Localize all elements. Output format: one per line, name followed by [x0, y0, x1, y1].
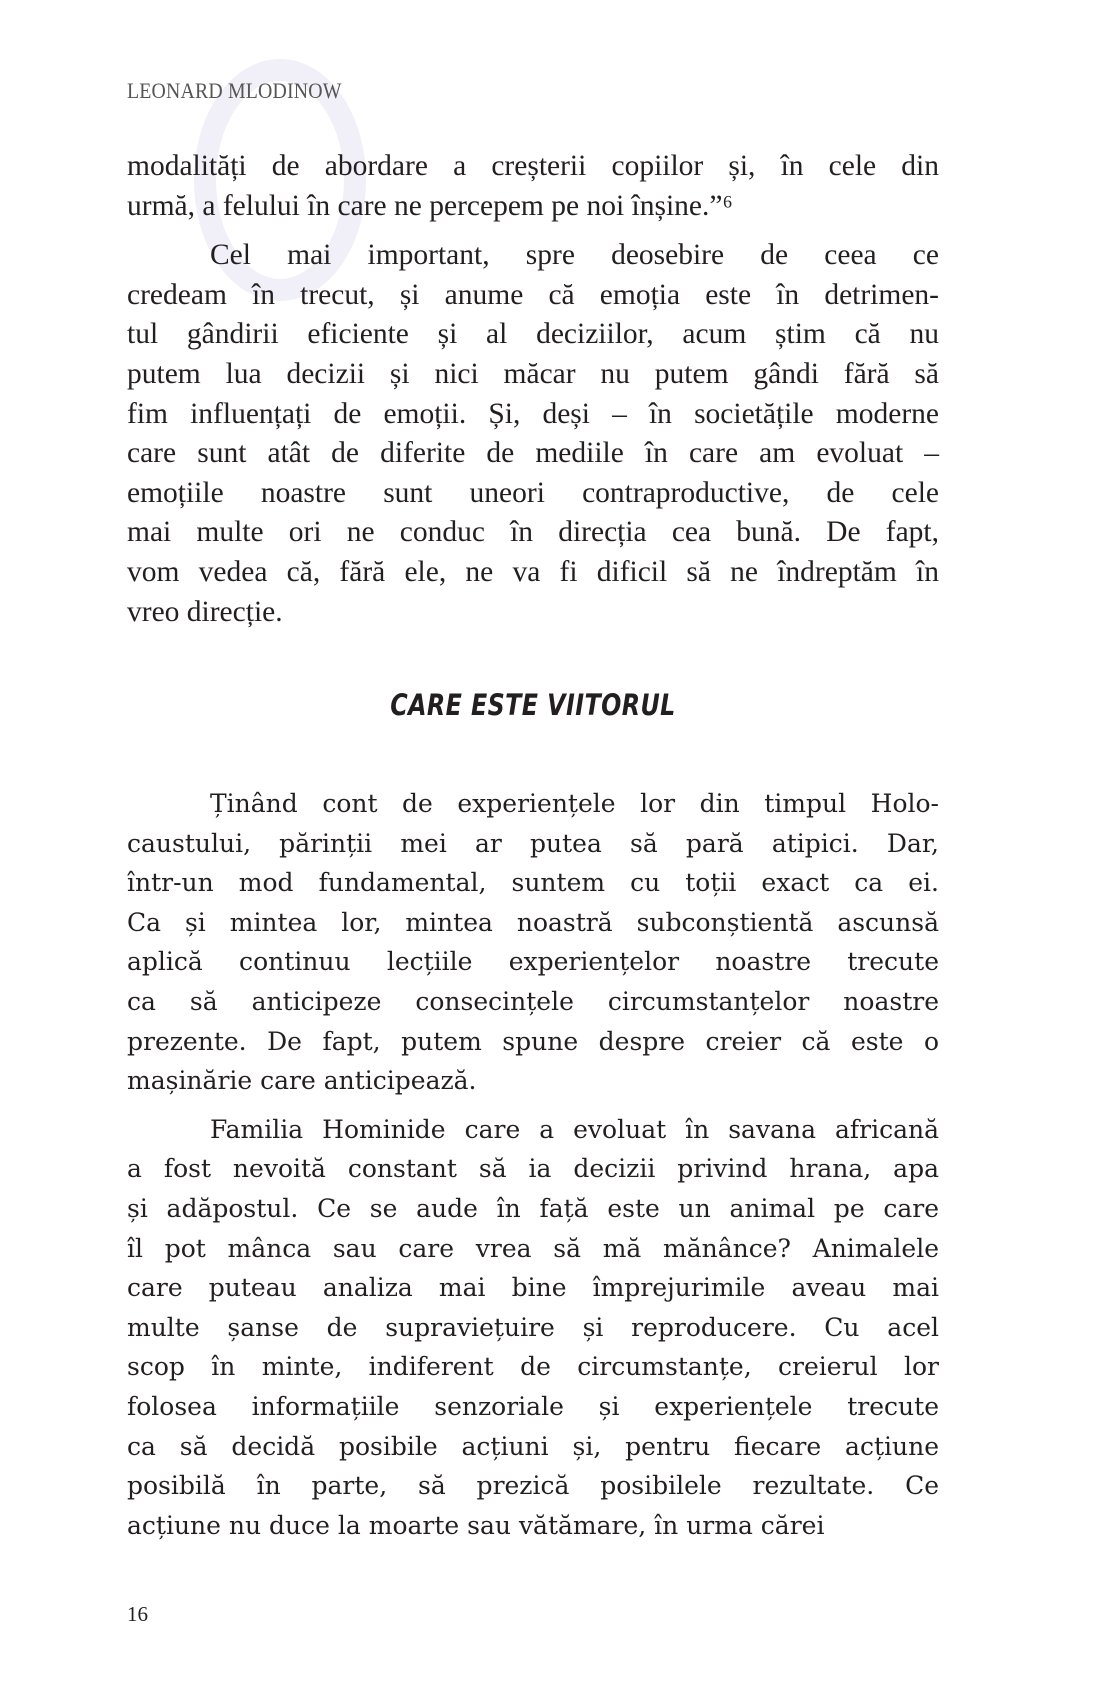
text-line: tul gândirii eficiente și al deciziilor, acum știm că nu	[127, 318, 939, 351]
text-line: mașinărie care anticipează.	[127, 1066, 477, 1096]
text-line: urmă, a felului în care ne percepem pe noi înșine.”⁶	[127, 189, 733, 222]
text-line: modalități de abordare a creșterii copiilor și, în cele din	[127, 150, 939, 182]
text-line: emoțiile noastre sunt uneori contraproductive, de cele	[127, 476, 939, 509]
text-line: folosea informațiile senzoriale și experiențele trecute	[127, 1391, 939, 1421]
text-line: multe șanse de supraviețuire și reproducere. Cu acel	[127, 1312, 939, 1342]
text-line: care sunt atât de diferite de mediile în care am evoluat –	[127, 437, 939, 470]
text-line: îl pot mânca sau care vrea să mă mănânce? Animalele	[127, 1233, 939, 1263]
text-line: aplică continuu lecțiile experiențelor noastre trecute	[127, 947, 939, 977]
text-line: caustului, părinții mei ar putea să pară atipici. Dar,	[127, 828, 939, 858]
body-text-lower	[127, 784, 939, 1545]
text-line: posibilă în parte, să prezică posibilele rezultate. Ce	[127, 1471, 939, 1501]
text-line: vom vedea că, fără ele, ne va fi dificil să ne îndreptăm în	[127, 555, 939, 588]
text-line: Cel mai important, spre deosebire de ceea ce	[210, 239, 939, 272]
text-line: într-un mod fundamental, suntem cu toții exact ca ei.	[127, 868, 939, 898]
body-text-upper	[127, 147, 939, 632]
text-line: mai multe ori ne conduc în direcția cea bună. De fapt,	[127, 516, 939, 549]
text-line: scop în minte, indiferent de circumstanțe, creierul lor	[127, 1352, 939, 1382]
text-line: a fost nevoită constant să ia decizii privind hrana, apa	[127, 1154, 939, 1184]
paragraph	[127, 1110, 939, 1546]
running-header-author: LEONARD MLODINOW	[127, 78, 342, 103]
text-line: Familia Hominide care a evoluat în savana africană	[210, 1114, 939, 1144]
page-number: 16	[127, 1602, 148, 1626]
text-line: ca să decidă posibile acțiuni și, pentru fiecare acțiune	[127, 1431, 939, 1461]
text-line: fim influențați de emoții. Și, deși – în societățile moderne	[127, 397, 939, 430]
text-line: Ținând cont de experiențele lor din timpul Holo-	[210, 789, 939, 818]
text-line: care puteau analiza mai bine împrejurimile aveau mai	[127, 1273, 939, 1303]
section-heading: CARE ESTE VIITORUL	[390, 688, 676, 722]
text-line: acțiune nu duce la moarte sau vătămare, în urma cărei	[127, 1510, 825, 1540]
text-line: Ca și mintea lor, mintea noastră subconștientă ascunsă	[127, 907, 939, 937]
text-line: credeam în trecut, și anume că emoția este în detrimen-	[127, 278, 939, 311]
paragraph	[127, 147, 939, 226]
paragraph	[127, 784, 939, 1101]
text-line: vreo direcție.	[127, 595, 283, 628]
text-line: prezente. De fapt, putem spune despre creier că este o	[127, 1026, 939, 1056]
text-line: și adăpostul. Ce se aude în față este un animal pe care	[127, 1193, 939, 1223]
text-line: putem lua decizii și nici măcar nu putem gândi fără să	[127, 357, 939, 390]
paragraph	[127, 236, 939, 632]
text-line: ca să anticipeze consecințele circumstanțelor noastre	[127, 986, 939, 1016]
